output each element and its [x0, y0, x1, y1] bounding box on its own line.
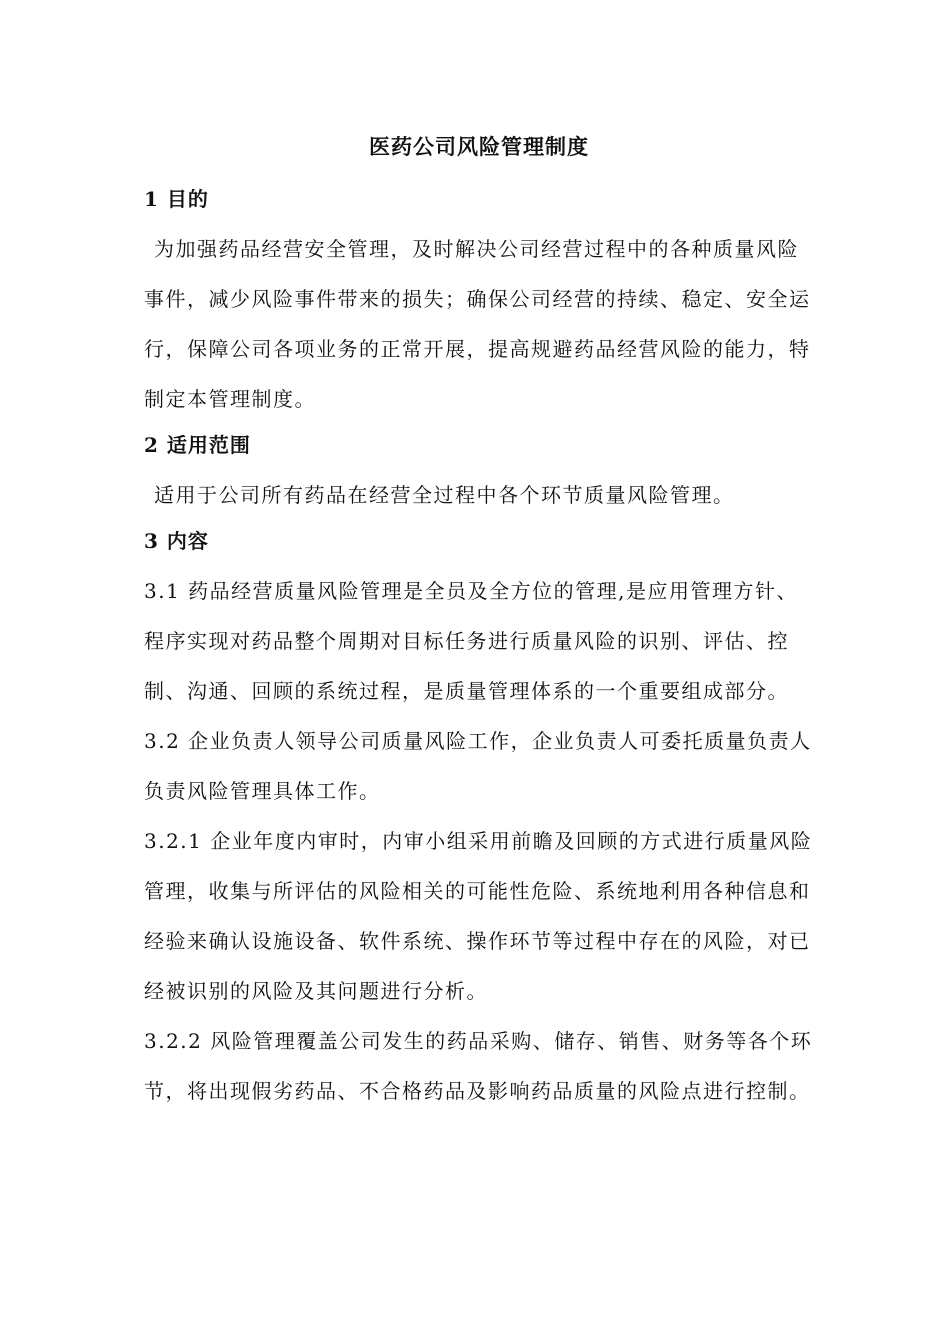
- document-title: 医药公司风险管理制度: [369, 134, 589, 159]
- section-paragraph: 适用于公司所有药品在经营全过程中各个环节质量风险管理。: [154, 483, 735, 507]
- section-paragraph: 3.1 药品经营质量风险管理是全员及全方位的管理,是应用管理方针、程序实现对药品整个周期对目标任务进行质量风险的识别、评估、控制、沟通、回顾的系统过程，是质量管理体系的一个重要组成部分。: [144, 579, 799, 703]
- document-body: [144, 132, 814, 1116]
- section-heading: 3 内容: [144, 529, 209, 553]
- section-content: [144, 524, 814, 1116]
- section-heading: 1 目的: [144, 187, 209, 211]
- section-heading: 2 适用范围: [144, 433, 251, 457]
- section-paragraph: 3.2 企业负责人领导公司质量风险工作，企业负责人可委托质量负责人负责风险管理具体工作。: [144, 729, 812, 803]
- section-paragraph: 为加强药品经营安全管理，及时解决公司经营过程中的各种质量风险事件，减少风险事件带来的损失；确保公司经营的持续、稳定、安全运行，保障公司各项业务的正常开展，提高规避药品经营风险的能力，特制定本管理制度。: [144, 237, 811, 411]
- section-scope: [144, 428, 814, 520]
- section-paragraph: 3.2.1 企业年度内审时，内审小组采用前瞻及回顾的方式进行质量风险管理，收集与所评估的风险相关的可能性危险、系统地利用各种信息和经验来确认设施设备、软件系统、操作环节等过程中存在的风险，对已经被识别的风险及其问题进行分析。: [144, 829, 813, 1003]
- section-purpose: [144, 182, 814, 424]
- section-paragraph: 3.2.2 风险管理覆盖公司发生的药品采购、储存、销售、财务等各个环节，将出现假劣药品、不合格药品及影响药品质量的风险点进行控制。: [144, 1029, 813, 1103]
